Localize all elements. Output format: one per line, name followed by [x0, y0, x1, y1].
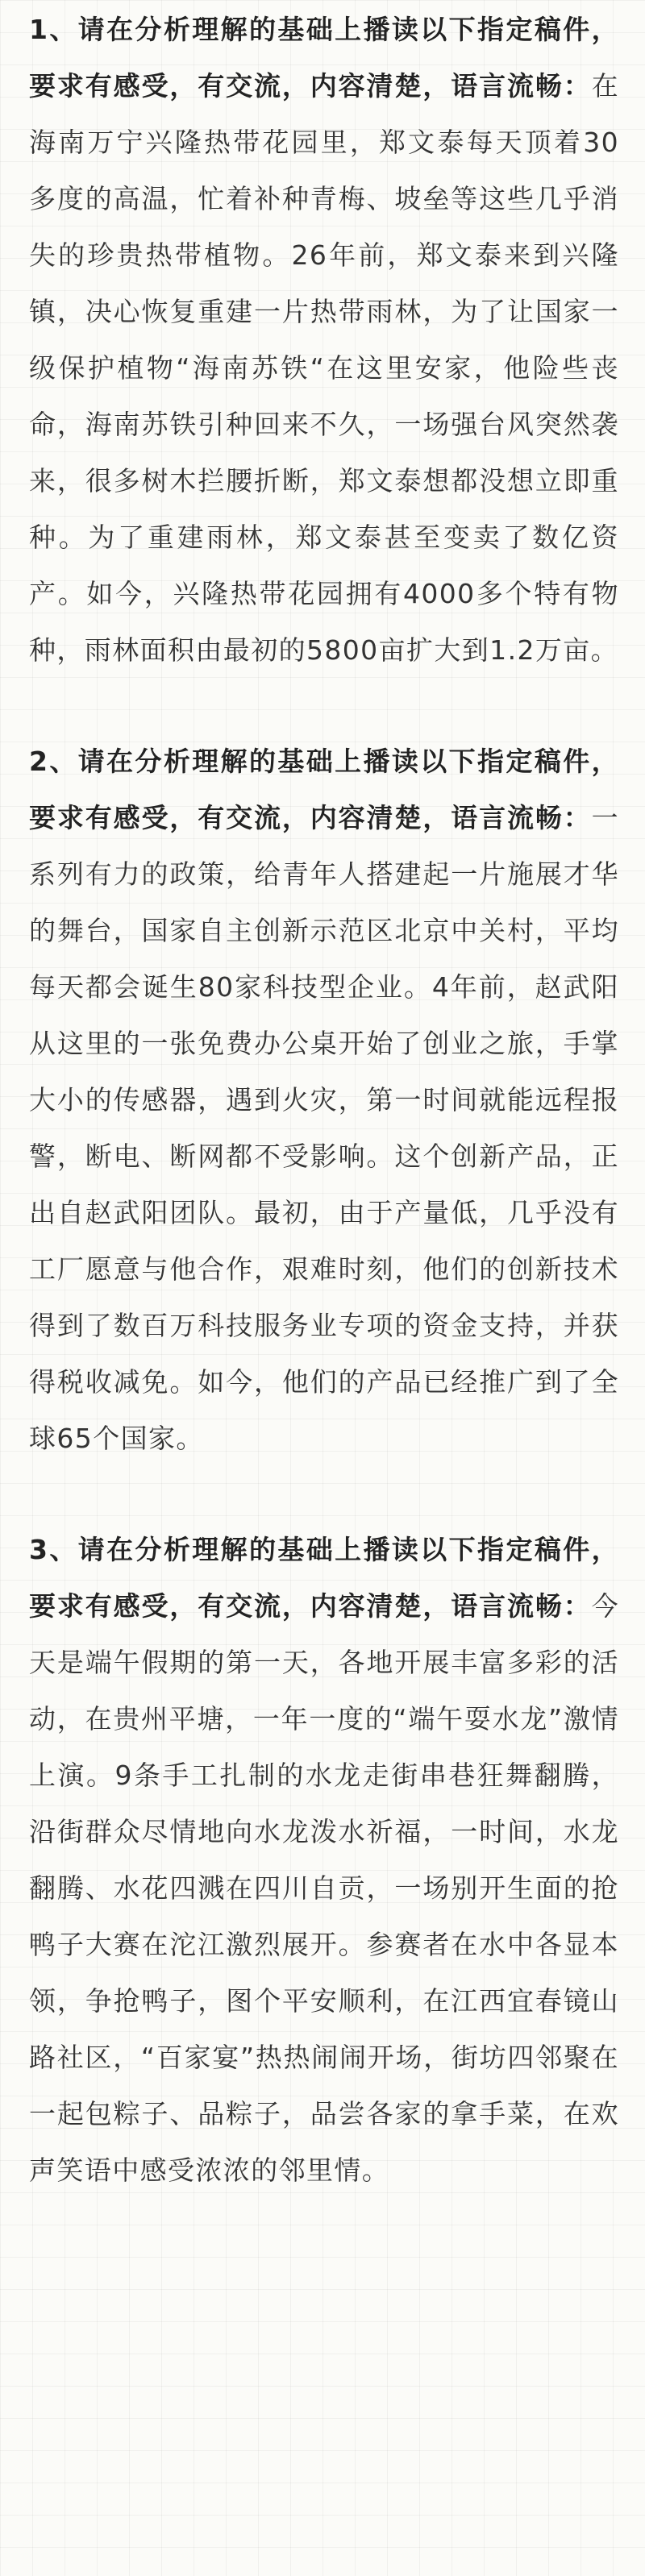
item-2-passage: 一系列有力的政策，给青年人搭建起一片施展才华的舞台，国家自主创新示范区北京中关村，平均每天都会诞生80家科技型企业。4年前，赵武阳从这里的一张免费办公桌开始了创业之旅，手掌大小的传感器，遇到火灾，第一时间就能远程报警，断电、断网都不受影响。这个创新产品，正出自赵武阳团队。最初，由于产量低，几乎没有工厂愿意与他合作，艰难时刻，他们的创新技术得到了数百万科技服务业专项的资金支持，并获得税收减免。如今，他们的产品已经推广到了全球65个国家。 — [29, 802, 619, 1454]
item-2-instruction: 2、请在分析理解的基础上播读以下指定稿件，要求有感受，有交流，内容清楚，语言流畅： — [29, 746, 619, 833]
reading-item-1 — [29, 0, 619, 679]
reading-item-2 — [29, 733, 619, 1467]
reading-item-3 — [29, 1522, 619, 2199]
item-3-passage: 今天是端午假期的第一天，各地开展丰富多彩的活动，在贵州平塘，一年一度的“端午耍水龙”激情上演。9条手工扎制的水龙走街串巷狂舞翻腾，沿街群众尽情地向水龙泼水祈福，一时间，水龙翻腾、水花四溅在四川自贡，一场别开生面的抢鸭子大赛在沱江激烈展开。参赛者在水中各显本领，争抢鸭子，图个平安顺利，在江西宜春镜山路社区，“百家宴”热热闹闹开场，街坊四邻聚在一起包粽子、品粽子，品尝各家的拿手菜，在欢声笑语中感受浓浓的邻里情。 — [29, 1590, 619, 2186]
item-1-passage: 在海南万宁兴隆热带花园里，郑文泰每天顶着30多度的高温，忙着补种青梅、坡垒等这些几乎消失的珍贵热带植物。26年前，郑文泰来到兴隆镇，决心恢复重建一片热带雨林，为了让国家一级保护植物“海南苏铁“在这里安家，他险些丧命，海南苏铁引种回来不久，一场强台风突然袭来，很多树木拦腰折断，郑文泰想都没想立即重种。为了重建雨林，郑文泰甚至变卖了数亿资产。如今，兴隆热带花园拥有4000多个特有物种，雨林面积由最初的5800亩扩大到1.2万亩。 — [29, 70, 619, 666]
item-1-instruction: 1、请在分析理解的基础上播读以下指定稿件，要求有感受，有交流，内容清楚，语言流畅： — [29, 14, 619, 102]
item-3-instruction: 3、请在分析理解的基础上播读以下指定稿件，要求有感受，有交流，内容清楚，语言流畅： — [29, 1534, 619, 1622]
